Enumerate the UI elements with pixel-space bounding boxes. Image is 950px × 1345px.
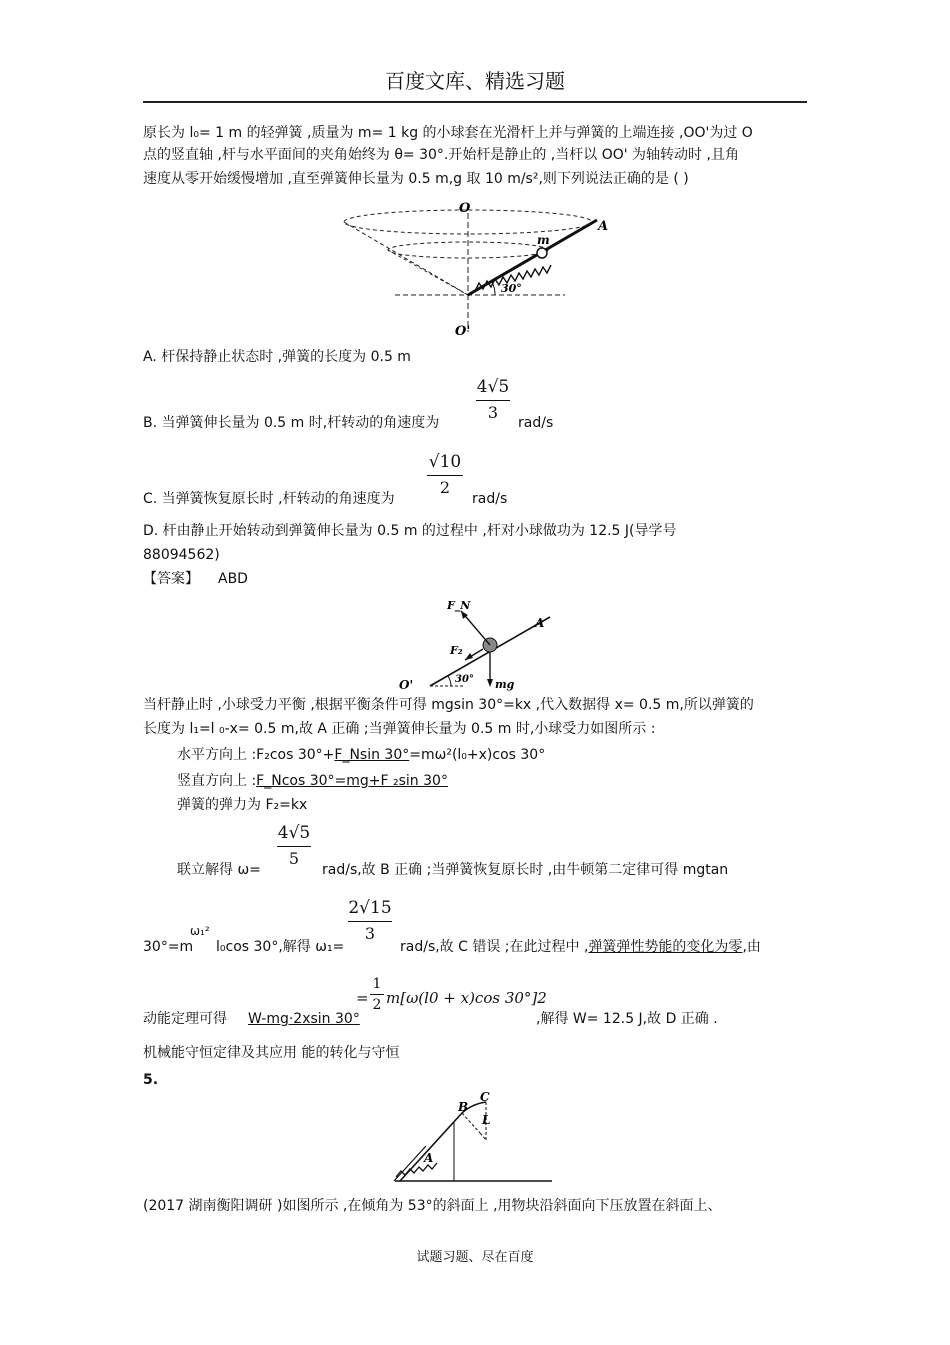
solution-line-1: 当杆静止时 ,小球受力平衡 ,根据平衡条件可得 mgsin 30°=kx ,代入数据得 x= 0.5 m,所以弹簧的	[143, 697, 754, 713]
solution-omega1-suffix	[400, 938, 761, 956]
label-b: B	[458, 1100, 469, 1114]
label-l: L	[482, 1113, 491, 1127]
question-line-1: 原长为 l₀= 1 m 的轻弹簧 ,质量为 m= 1 kg 的小球套在光滑杆上并与弹簧的上端连接 ,OO'为过 O	[143, 125, 753, 141]
label-30deg: 30°	[501, 282, 522, 295]
label-c: C	[480, 1090, 490, 1104]
label-o: O	[459, 201, 471, 216]
solution-omega1-prefix: 30°=m	[143, 939, 194, 955]
solution-horizontal	[177, 746, 545, 764]
label-30deg2: 30°	[455, 674, 474, 685]
horizontal-suffix: =mω²(l₀+x)cos 30°	[409, 747, 546, 763]
omega-numerator: 4√5	[277, 823, 311, 843]
option-b-denominator: 3	[487, 403, 499, 422]
option-c-unit: rad/s	[472, 491, 508, 507]
energy-formula-equals: =	[356, 989, 369, 1007]
header-rule	[143, 101, 807, 103]
label-o-prime: O'	[455, 324, 471, 339]
solution-omega1-mid: l₀cos 30°,解得 ω₁=	[216, 939, 345, 955]
half-denominator: 2	[372, 997, 382, 1013]
option-d-line-1: D. 杆由静止开始转动到弹簧伸长量为 0.5 m 的过程中 ,杆对小球做功为 12.5 J(导学号	[143, 523, 677, 539]
rotating-rod-figure	[335, 192, 625, 342]
half-numerator: 1	[372, 976, 382, 992]
omega1-squared: ω₁²	[190, 924, 210, 938]
page-header: 百度文库、精选习题	[385, 69, 565, 93]
half-fraction	[370, 976, 384, 1013]
question-5-text: (2017 湖南衡阳调研 )如图所示 ,在倾角为 53°的斜面上 ,用物块沿斜面向下压放置在斜面上、	[143, 1198, 722, 1214]
option-d-line-2: 88094562)	[143, 547, 220, 563]
answer-value: ABD	[218, 571, 248, 587]
fraction-bar	[476, 400, 510, 401]
option-b-numerator: 4√5	[476, 377, 510, 397]
topic-line: 机械能守恒定律及其应用 能的转化与守恒	[143, 1045, 400, 1061]
question-5-number: 5.	[143, 1072, 159, 1088]
label-a2: A	[535, 616, 545, 630]
label-mg: mg	[495, 678, 515, 691]
solution-line-2: 长度为 l₁=l ₀-x= 0.5 m,故 A 正确 ;当弹簧伸长量为 0.5 m 时,小球受力如图所示 :	[143, 721, 656, 737]
label-f2: F₂	[450, 644, 463, 657]
answer-label: 【答案】	[143, 571, 199, 587]
label-a3: A	[424, 1151, 434, 1165]
fraction-bar	[348, 921, 392, 922]
solution-omega-suffix: rad/s,故 B 正确 ;当弹簧恢复原长时 ,由牛顿第二定律可得 mgtan	[322, 862, 729, 878]
omega1-underlined: 弹簧弹性势能的变化为零	[588, 939, 743, 955]
option-b: B. 当弹簧伸长量为 0.5 m 时,杆转动的角速度为	[143, 415, 440, 431]
fraction-bar	[370, 994, 384, 995]
solution-work-prefix: 动能定理可得	[143, 1011, 227, 1027]
energy-formula-rhs: m[ω(l0 + x)cos 30°]2	[386, 989, 547, 1007]
solution-work-underlined: W-mg·2xsin 30°	[248, 1011, 360, 1027]
label-fn: F_N	[447, 599, 471, 612]
omega1-fraction	[348, 898, 392, 943]
label-o-prime2: O'	[399, 678, 414, 692]
option-c-numerator: √10	[428, 452, 462, 472]
vertical-underlined: F_Ncos 30°=mg+F ₂sin 30°	[256, 773, 448, 789]
omega1-suffix-2: ,由	[742, 939, 761, 955]
fraction-bar	[277, 846, 311, 847]
option-c-denominator: 2	[439, 478, 451, 497]
option-b-unit: rad/s	[518, 415, 554, 431]
horizontal-underlined: F_Nsin 30°	[334, 747, 410, 763]
page-footer: 试题习题、尽在百度	[416, 1250, 534, 1265]
solution-work-suffix: ,解得 W= 12.5 J,故 D 正确 .	[536, 1011, 718, 1027]
label-a: A	[598, 219, 609, 234]
omega-fraction	[277, 823, 311, 868]
question-line-3: 速度从零开始缓慢增加 ,直至弹簧伸长量为 0.5 m,g 取 10 m/s²,则下列说法正确的是 ( )	[143, 171, 689, 187]
omega1-denominator: 3	[364, 924, 376, 943]
solution-spring-force: 弹簧的弹力为 F₂=kx	[177, 797, 308, 813]
option-a: A. 杆保持静止状态时 ,弹簧的长度为 0.5 m	[143, 349, 411, 365]
horizontal-prefix: 水平方向上 :F₂cos 30°+	[177, 747, 335, 763]
force-diagram	[395, 590, 560, 692]
label-m: m	[537, 233, 550, 247]
question-line-2: 点的竖直轴 ,杆与水平面间的夹角始终为 θ= 30°.开始杆是静止的 ,当杆以 OO' 为轴转动时 ,且角	[143, 147, 739, 163]
vertical-prefix: 竖直方向上 :	[177, 773, 257, 789]
omega1-numerator: 2√15	[348, 898, 392, 918]
solution-vertical	[177, 772, 448, 790]
omega-denominator: 5	[288, 849, 300, 868]
option-c: C. 当弹簧恢复原长时 ,杆转动的角速度为	[143, 491, 395, 507]
option-b-fraction	[476, 377, 510, 422]
omega1-suffix-1: rad/s,故 C 错误 ;在此过程中 ,	[400, 939, 589, 955]
option-c-fraction	[427, 452, 463, 497]
incline-figure	[390, 1088, 555, 1188]
fraction-bar	[427, 475, 463, 476]
solution-omega-prefix: 联立解得 ω=	[177, 862, 261, 878]
